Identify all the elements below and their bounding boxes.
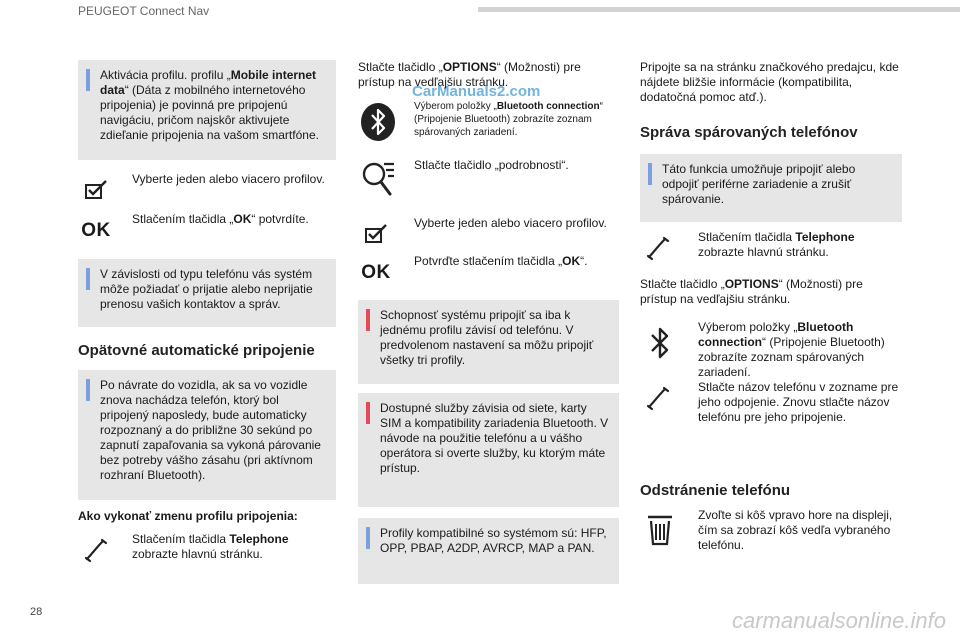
options-intro: Stlačte tlačidlo „OPTIONS“ (Možnosti) pre prístup na vedľajšiu stránku. [640,277,863,306]
row-bluetooth-connection [358,100,619,148]
info-bar [366,527,370,549]
row-select-profiles [358,216,619,252]
row-text: Stlačením tlačidla „OK“ potvrdíte. [132,212,309,226]
note-contacts-transfer [78,259,336,327]
row-telephone [78,532,336,568]
watermark-top: CarManuals2.com [412,83,541,100]
row-text: Potvrďte stlačením tlačidla „OK“. [414,254,588,268]
note-text: “ (Dáta z mobilného internetového pripojenia) je povinná pre pripojenú navigáciu, pričom najskôr aktivujete zdieľanie pripojenia na vašom smartfóne. [100,83,319,142]
note-text: V závislosti od typu telefónu vás systém môže požiadať o prijatie alebo neprijatie prenosu vašich kontaktov a správ. [100,267,313,311]
note-auto-reconnect [78,370,336,500]
row-text: Výberom položky „Bluetooth connection“ (Pripojenie Bluetooth) zobrazíte zoznam spárovaných zariadení. [414,101,603,138]
note-text: Aktivácia profilu. profilu „ [100,68,231,82]
warning-bar [366,309,370,331]
warning-services [358,393,619,507]
subheading-change-profile: Ako vykonať zmenu profilu pripojenia: [78,509,298,523]
row-text: Stlačením tlačidla Telephone zobrazte hlavnú stránku. [698,230,855,259]
info-bar [86,379,90,401]
ok-icon: OK [81,219,111,241]
warning-profile-connection [358,300,619,384]
bluetooth-icon [358,100,398,144]
heading-manage-paired: Správa spárovaných telefónov [640,124,858,141]
checkbox-icon [358,216,394,252]
note-mobile-data [78,60,336,160]
note-text: Po návrate do vozidla, ak sa vo vozidle znova nachádza telefón, ktorý bol pripojený naposledy, bude automaticky rozpoznaný a do približne 30 sekúnd po zapnutí zapaľovania sa vykoná párovanie bez potreby vášho zásahu (pri aktívnom rozhraní Bluetooth). [100,378,321,482]
info-bar [648,163,652,185]
row-text: Výberom položky „Bluetooth connection“ (Pripojenie Bluetooth) zobrazíte zoznam spárovaných zariadení. [698,320,885,379]
row-bluetooth-connection [640,320,902,379]
row-phone-name [640,380,902,440]
note-bold: Mobile internet data [100,68,317,97]
row-text: Vyberte jeden alebo viacero profilov. [414,216,607,230]
watermark-bottom: carmanualsonline.info [731,608,946,633]
checkbox-icon [78,172,114,208]
note-text: Táto funkcia umožňuje pripojiť alebo odpojiť periférne zariadenie a zrušiť spárovanie. [662,162,856,206]
header-divider [478,7,960,12]
heading-remove-phone: Odstránenie telefónu [640,482,791,499]
bluetooth-icon [640,320,680,366]
note-compatible-profiles [358,518,619,584]
note-manage-paired [640,154,902,222]
row-text: Zvoľte si kôš vpravo hore na displeji, čím sa zobrazí kôš vedľa vybraného telefónu. [698,508,893,552]
ok-icon: OK [361,261,391,283]
details-magnifier-icon [358,158,398,200]
phone-handset-icon [78,532,114,568]
page-header-title: PEUGEOT Connect Nav [78,4,210,18]
note-text: Profily kompatibilné so systémom sú: HFP, OPP, PBAP, A2DP, AVRCP, MAP a PAN. [380,526,607,555]
phone-handset-icon [640,380,676,416]
row-text: Stlačte tlačidlo „podrobnosti“. [414,158,569,172]
note-text: Dostupné služby závisia od siete, karty SIM a kompatibility zariadenia Bluetooth. V návode na použitie telefónu a u vášho operátora si overte služby, ku ktorým máte prístup. [380,401,609,475]
phone-handset-icon [640,230,676,266]
page-number: 28 [30,606,43,618]
heading-auto-reconnect: Opätovné automatické pripojenie [78,342,315,359]
row-text: Stlačte názov telefónu v zozname pre jeho odpojenie. Znovu stlačte názov telefónu pre jeho pripojenie. [698,380,899,424]
options-intro: Stlačte tlačidlo „OPTIONS“ (Možnosti) pre prístup na vedľajšiu stránku. [358,60,581,89]
warning-bar [366,402,370,424]
note-text: Schopnosť systému pripojiť sa iba k jednému profilu závisí od telefónu. V predvolenom nastavení sa môžu pripojiť všetky tri profily. [380,308,594,367]
row-details [358,158,619,200]
row-ok-confirm [78,212,336,248]
row-select-profiles [78,172,336,208]
row-text: Stlačením tlačidla Telephone zobrazte hlavnú stránku. [132,532,289,561]
info-bar [86,69,90,91]
row-text: Vyberte jeden alebo viacero profilov. [132,172,325,186]
row-telephone [640,230,902,266]
dealer-intro: Pripojte sa na stránku značkového predajcu, kde nájdete bližšie informácie (kompatibilita, dodatočná pomoc atď.). [640,60,899,104]
info-bar [86,268,90,290]
row-ok-confirm [358,254,619,290]
row-trash [640,508,902,556]
trash-icon [640,508,680,552]
